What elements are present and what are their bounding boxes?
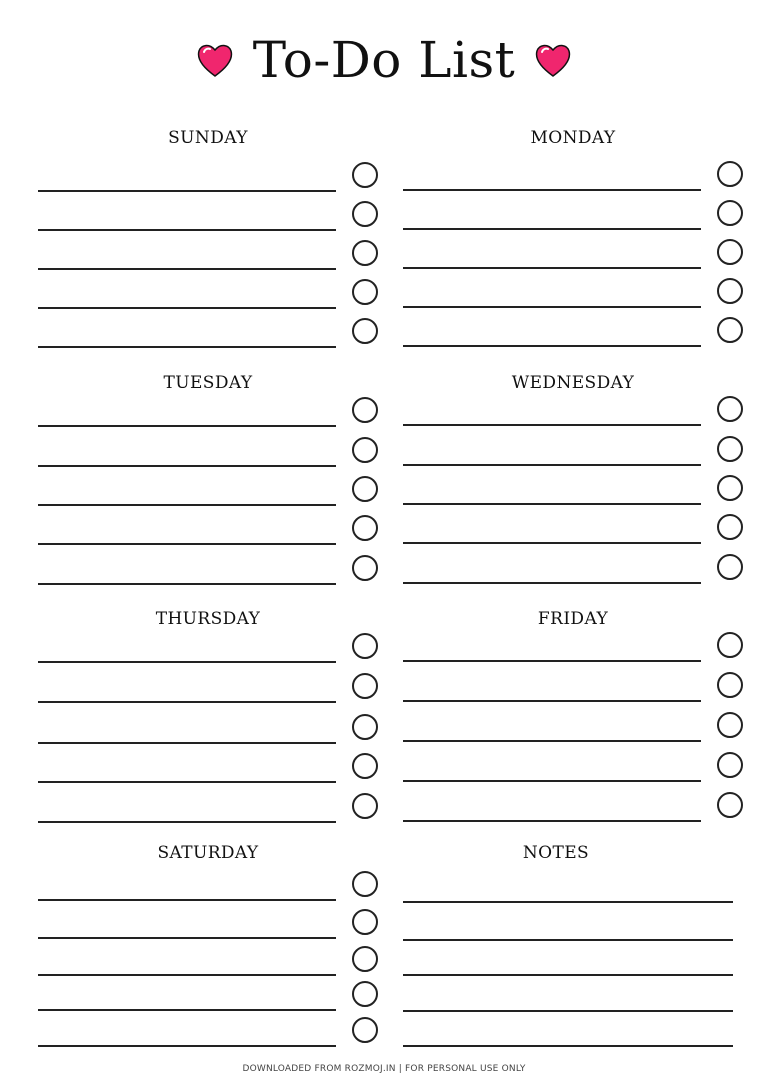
- task-line[interactable]: [38, 543, 336, 545]
- checkbox-circle[interactable]: [717, 792, 743, 818]
- task-line[interactable]: [403, 820, 701, 822]
- task-row: [403, 475, 743, 505]
- checkbox-circle[interactable]: [352, 397, 378, 423]
- task-line[interactable]: [403, 345, 701, 347]
- task-line[interactable]: [38, 781, 336, 783]
- section-title: FRIDAY: [537, 609, 609, 629]
- checkbox-circle[interactable]: [352, 946, 378, 972]
- note-line[interactable]: [403, 1045, 733, 1047]
- note-row: [403, 946, 743, 976]
- task-row: [403, 672, 743, 702]
- task-line[interactable]: [403, 740, 701, 742]
- checkbox-circle[interactable]: [717, 632, 743, 658]
- section-title: TUESDAY: [163, 373, 253, 393]
- checkbox-circle[interactable]: [352, 515, 378, 541]
- task-row: [403, 317, 743, 347]
- checkbox-circle[interactable]: [717, 396, 743, 422]
- checkbox-circle[interactable]: [352, 981, 378, 1007]
- task-row: [403, 396, 743, 426]
- section-title: THURSDAY: [155, 609, 261, 629]
- task-line[interactable]: [403, 660, 701, 662]
- task-row: [403, 792, 743, 822]
- checkbox-circle[interactable]: [717, 752, 743, 778]
- task-line[interactable]: [38, 190, 336, 192]
- checkbox-circle[interactable]: [717, 161, 743, 187]
- task-row: [38, 673, 378, 703]
- task-line[interactable]: [403, 228, 701, 230]
- section-title: MONDAY: [530, 128, 616, 148]
- task-line[interactable]: [403, 503, 701, 505]
- checkbox-circle[interactable]: [717, 712, 743, 738]
- checkbox-circle[interactable]: [717, 514, 743, 540]
- task-line[interactable]: [403, 306, 701, 308]
- task-row: [38, 714, 378, 744]
- section-title: SUNDAY: [168, 128, 248, 148]
- task-line[interactable]: [38, 504, 336, 506]
- task-line[interactable]: [38, 346, 336, 348]
- task-line[interactable]: [38, 307, 336, 309]
- task-row: [403, 712, 743, 742]
- checkbox-circle[interactable]: [352, 871, 378, 897]
- checkbox-circle[interactable]: [352, 633, 378, 659]
- note-row: [403, 982, 743, 1012]
- task-line[interactable]: [403, 700, 701, 702]
- task-row: [403, 161, 743, 191]
- task-row: [38, 555, 378, 585]
- task-row: [38, 162, 378, 192]
- checkbox-circle[interactable]: [352, 1017, 378, 1043]
- note-line[interactable]: [403, 1010, 733, 1012]
- page-title: To-Do List: [252, 31, 516, 89]
- checkbox-circle[interactable]: [717, 278, 743, 304]
- task-row: [38, 793, 378, 823]
- checkbox-circle[interactable]: [352, 555, 378, 581]
- task-row: [38, 753, 378, 783]
- task-row: [403, 752, 743, 782]
- task-row: [403, 278, 743, 308]
- note-row: [403, 1017, 743, 1047]
- task-row: [38, 201, 378, 231]
- checkbox-circle[interactable]: [352, 714, 378, 740]
- task-line[interactable]: [38, 1045, 336, 1047]
- checkbox-circle[interactable]: [717, 200, 743, 226]
- task-line[interactable]: [403, 780, 701, 782]
- task-line[interactable]: [403, 464, 701, 466]
- section-title: NOTES: [522, 843, 590, 863]
- task-row: [403, 436, 743, 466]
- task-row: [38, 515, 378, 545]
- task-row: [403, 200, 743, 230]
- note-row: [403, 873, 743, 903]
- task-row: [38, 946, 378, 976]
- task-row: [38, 397, 378, 427]
- checkbox-circle[interactable]: [352, 793, 378, 819]
- task-row: [38, 633, 378, 663]
- checkbox-circle[interactable]: [352, 318, 378, 344]
- task-row: [38, 437, 378, 467]
- task-line[interactable]: [38, 268, 336, 270]
- footer-note: DOWNLOADED FROM ROZMOJ.IN | FOR PERSONAL USE ONLY: [242, 1064, 526, 1074]
- task-row: [38, 981, 378, 1011]
- checkbox-circle[interactable]: [717, 436, 743, 462]
- task-line[interactable]: [38, 583, 336, 585]
- task-row: [38, 909, 378, 939]
- task-line[interactable]: [403, 542, 701, 544]
- task-row: [38, 1017, 378, 1047]
- task-line[interactable]: [38, 937, 336, 939]
- task-line[interactable]: [38, 701, 336, 703]
- note-row: [403, 911, 743, 941]
- checkbox-circle[interactable]: [717, 475, 743, 501]
- checkbox-circle[interactable]: [352, 437, 378, 463]
- checkbox-circle[interactable]: [352, 162, 378, 188]
- task-line[interactable]: [38, 425, 336, 427]
- checkbox-circle[interactable]: [352, 909, 378, 935]
- section-title: SATURDAY: [157, 843, 259, 863]
- task-line[interactable]: [403, 189, 701, 191]
- note-line[interactable]: [403, 939, 733, 941]
- checkbox-circle[interactable]: [352, 201, 378, 227]
- section-title: WEDNESDAY: [511, 373, 635, 393]
- task-row: [38, 240, 378, 270]
- checkbox-circle[interactable]: [717, 554, 743, 580]
- checkbox-circle[interactable]: [352, 476, 378, 502]
- task-line[interactable]: [38, 1009, 336, 1011]
- note-line[interactable]: [403, 974, 733, 976]
- task-row: [403, 554, 743, 584]
- checkbox-circle[interactable]: [717, 239, 743, 265]
- task-line[interactable]: [403, 424, 701, 426]
- checkbox-circle[interactable]: [717, 317, 743, 343]
- task-row: [403, 239, 743, 269]
- task-line[interactable]: [38, 974, 336, 976]
- checkbox-circle[interactable]: [717, 672, 743, 698]
- task-line[interactable]: [38, 821, 336, 823]
- task-row: [38, 279, 378, 309]
- header: [0, 20, 768, 100]
- task-line[interactable]: [38, 229, 336, 231]
- task-line[interactable]: [38, 742, 336, 744]
- task-line[interactable]: [403, 267, 701, 269]
- heart-icon: [533, 41, 573, 79]
- task-row: [38, 871, 378, 901]
- task-line[interactable]: [38, 465, 336, 467]
- checkbox-circle[interactable]: [352, 753, 378, 779]
- heart-icon: [195, 41, 235, 79]
- note-line[interactable]: [403, 901, 733, 903]
- checkbox-circle[interactable]: [352, 240, 378, 266]
- task-line[interactable]: [403, 582, 701, 584]
- task-row: [403, 514, 743, 544]
- task-line[interactable]: [38, 899, 336, 901]
- task-line[interactable]: [38, 661, 336, 663]
- task-row: [403, 632, 743, 662]
- task-row: [38, 318, 378, 348]
- checkbox-circle[interactable]: [352, 673, 378, 699]
- task-row: [38, 476, 378, 506]
- checkbox-circle[interactable]: [352, 279, 378, 305]
